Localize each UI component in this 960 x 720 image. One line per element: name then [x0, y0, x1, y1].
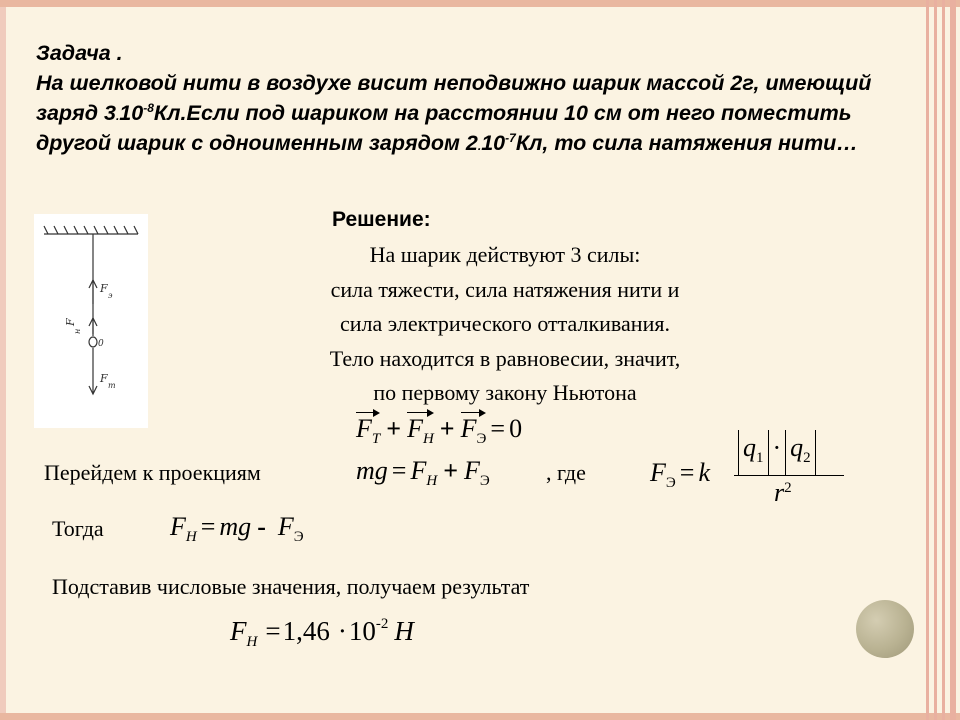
projection-label: Перейдем к проекциям [44, 460, 261, 485]
where-label: , где [546, 460, 586, 485]
force-diagram [34, 214, 148, 428]
svg-text:э: э [108, 291, 113, 300]
problem-statement [36, 38, 916, 158]
ball [89, 337, 97, 347]
ball-label: 0 [98, 339, 104, 349]
coulomb-lhs: $F_Э = k$ [650, 458, 711, 491]
result-equation: $F_H =1,46 \cdot 10^{-2}$ H [230, 616, 414, 650]
bottom-border [0, 713, 960, 720]
solution-line: сила тяжести, сила натяжения нити и [330, 276, 680, 302]
right-border-stripe [934, 0, 937, 720]
solution-line: На шарик действуют 3 силы: [369, 242, 641, 267]
right-border-stripe [950, 0, 956, 720]
svg-text:т: т [108, 381, 116, 390]
newton-equation: $F_T + F_H + F_Э = 0$ [356, 414, 523, 447]
force-diagram-drawing [34, 214, 148, 428]
right-border-stripe [926, 0, 929, 720]
solution-line: по первому закону Ньютона [373, 380, 637, 405]
navigation-circle-button[interactable] [856, 600, 914, 658]
problem-title: Задача . [36, 41, 123, 65]
fn-label: F [64, 318, 77, 326]
fraction-line [734, 475, 844, 476]
right-border-stripe [942, 0, 945, 720]
solution-line: сила электрического отталкивания. [340, 311, 670, 336]
solution-title: Решение: [332, 208, 431, 231]
top-border [0, 0, 960, 7]
svg-text:н: н [73, 328, 82, 334]
then-label: Тогда [52, 516, 104, 541]
solution-text [220, 238, 790, 411]
fe-label: F [100, 282, 108, 295]
left-border [0, 0, 6, 720]
projection-equation: mg = $F_H + F_Э$ [356, 456, 490, 489]
ft-label: F [100, 372, 108, 385]
problem-line-1: На шелковой нити в воздухе висит неподвижно шарик массой 2г, имеющий [36, 71, 872, 95]
substitute-label: Подставив числовые значения, получаем результат [52, 574, 530, 599]
problem-line-2: заряд $3.10^{-8}Кл.Если$ под шариком на расстоянии 10 см от него поместить [36, 100, 852, 125]
problem-line-3: другой шарик с одноименным зарядом $2.10^{-7}Кл$, то сила натяжения нити… [36, 130, 858, 155]
solution-line: Тело находится в равновесии, значит, [329, 345, 681, 371]
tension-equation: $F_H$ = mg - $F_Э$ [170, 512, 304, 545]
coulomb-numerator: $q_1 \cdot q_2$ [738, 430, 816, 476]
coulomb-denominator: $r^2$ [774, 478, 792, 507]
